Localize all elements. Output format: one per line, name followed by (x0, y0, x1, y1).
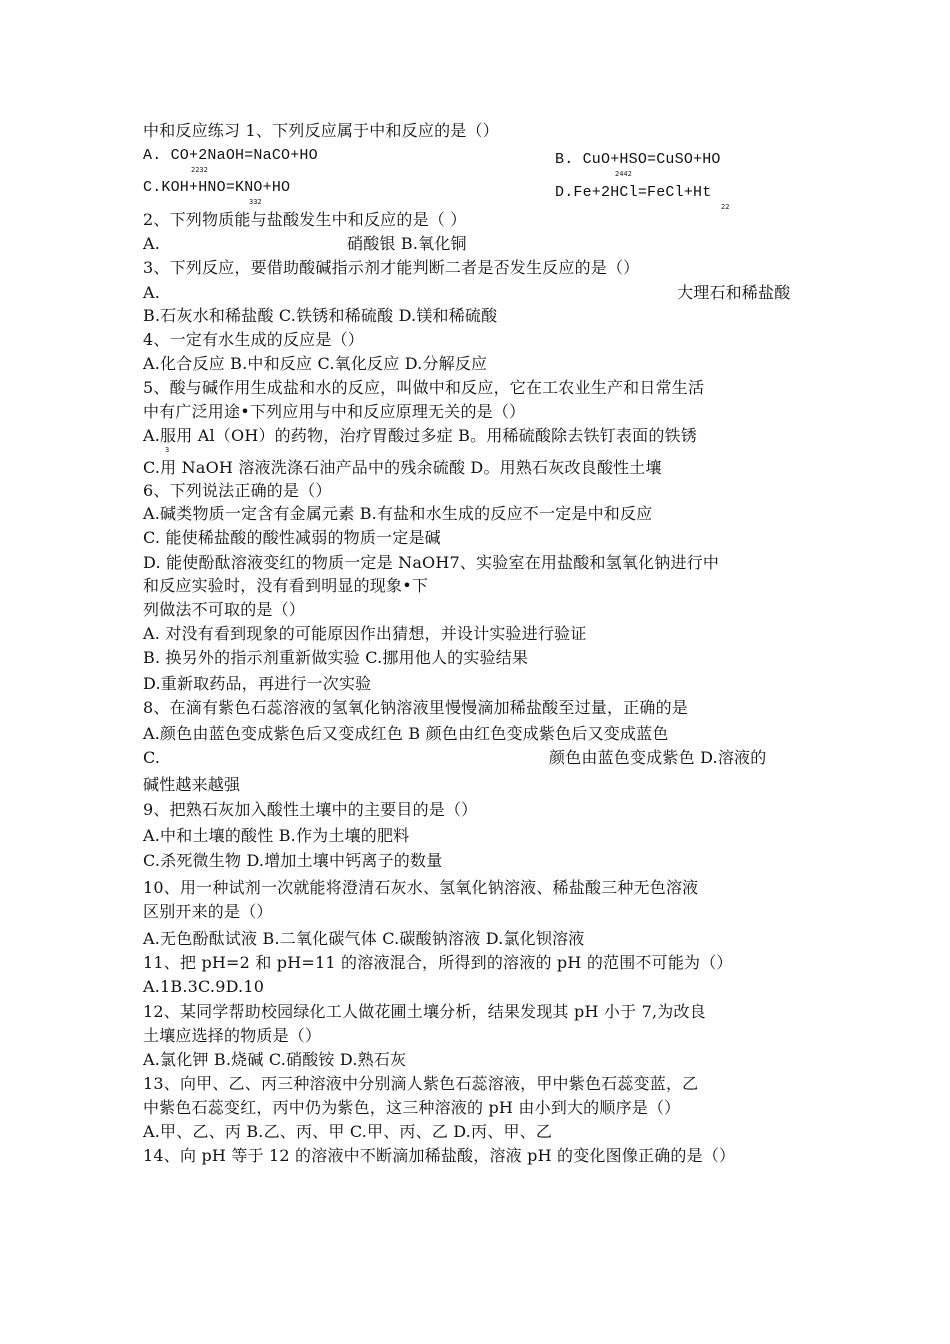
question-13: 13、向甲、乙、丙三种溶液中分别滴人紫色石蕊溶液，甲中紫色石蕊变蓝，乙 (143, 1074, 699, 1093)
options-line: A.氯化钾 B.烧碱 C.硝酸铵 D.熟石灰 (143, 1050, 407, 1069)
question-8: 8、在滴有紫色石蕊溶液的氢氧化钠溶液里慢慢滴加稀盐酸至过量，正确的是 (143, 698, 688, 717)
option-a-equation: A. CO+2NaOH=NaCO+HO (143, 147, 318, 164)
option-label: A. (143, 234, 161, 253)
question-5: 5、酸与碱作用生成盐和水的反应，叫做中和反应，它在工农业生产和日常生活 (143, 378, 705, 397)
options-line: B. 换另外的指示剂重新做实验 C.挪用他人的实验结果 (143, 648, 529, 667)
text-line: 土壤应选择的物质是（） (143, 1026, 322, 1045)
options-line: A.服用 Al（OH）的药物，治疗胃酸过多症 B。用稀硫酸除去铁钉表面的铁锈 (143, 426, 697, 445)
option-text: 大理石和稀盐酸 (677, 283, 791, 302)
question-4: 4、一定有水生成的反应是（） (143, 330, 364, 349)
options-line: C.用 NaOH 溶液洗涤石油产品中的残余硫酸 D。用熟石灰改良酸性土壤 (143, 458, 662, 477)
text-line: 中有广泛用途•下列应用与中和反应原理无关的是（） (143, 402, 526, 421)
option-b-equation: B. CuO+HSO=CuSO+HO (555, 151, 721, 168)
options-line: A. 对没有看到现象的可能原因作出猜想，并设计实验进行验证 (143, 624, 587, 643)
options-line: B.石灰水和稀盐酸 C.铁锈和稀硫酸 D.镁和稀硫酸 (143, 306, 498, 325)
option-c-equation: C.KOH+HNO=KNO+HO (143, 179, 291, 196)
question-11: 11、把 pH=2 和 pH=11 的溶液混合，所得到的溶液的 pH 的范围不可能为（） (143, 953, 733, 972)
question-12: 12、某同学帮助校园绿化工人做花圃土壤分析，结果发现其 pH 小于 7,为改良 (143, 1002, 706, 1021)
options-line: A.碱类物质一定含有金属元素 B.有盐和水生成的反应不一定是中和反应 (143, 504, 653, 523)
subscript-note: 3 (165, 446, 170, 454)
text-line: 中紫色石蕊变红，丙中仍为紫色，这三种溶液的 pH 由小到大的顺序是（） (143, 1098, 681, 1117)
subscript-note: 22 (721, 203, 730, 211)
question-3: 3、下列反应，要借助酸碱指示剂才能判断二者是否发生反应的是（） (143, 258, 640, 277)
option-text: 硝酸银 B.氧化铜 (347, 234, 467, 253)
options-line: A.中和土壤的酸性 B.作为土壤的肥料 (143, 826, 410, 845)
option-label: C. (143, 748, 161, 767)
option-text: 颜色由蓝色变成紫色 D.溶液的 (549, 748, 767, 767)
subscript-note: 2442 (615, 170, 632, 178)
option-label: A. (143, 283, 161, 302)
text-line: 碱性越来越强 (143, 775, 241, 794)
options-line: C.杀死微生物 D.增加土壤中钙离子的数量 (143, 851, 443, 870)
options-line: D.重新取药品，再进行一次实验 (143, 674, 372, 693)
text-line: 列做法不可取的是（） (143, 600, 306, 619)
question-14: 14、向 pH 等于 12 的溶液中不断滴加稀盐酸，溶液 pH 的变化图像正确的是（） (143, 1146, 736, 1165)
options-line: C. 能使稀盐酸的酸性减弱的物质一定是碱 (143, 528, 441, 547)
subscript-note: 2232 (191, 166, 208, 174)
option-d-equation: D.Fe+2HCl=FeCl+Ht (555, 184, 712, 201)
options-line: A.1B.3C.9D.10 (143, 977, 265, 996)
text-line: 和反应实验时，没有看到明显的现象•下 (143, 576, 429, 595)
options-line: A.颜色由蓝色变成紫色后又变成红色 B 颜色由红色变成紫色后又变成蓝色 (143, 724, 669, 743)
options-line: A.无色酚酞试液 B.二氧化碳气体 C.碳酸钠溶液 D.氯化钡溶液 (143, 929, 585, 948)
question-9: 9、把熟石灰加入酸性土壤中的主要目的是（） (143, 800, 478, 819)
question-10: 10、用一种试剂一次就能将澄清石灰水、氢氧化钠溶液、稀盐酸三种无色溶液 (143, 878, 699, 897)
text-line: 中和反应练习 1、下列反应属于中和反应的是（） (143, 121, 499, 140)
options-line: A.化合反应 B.中和反应 C.氧化反应 D.分解反应 (143, 354, 488, 373)
text-line: 区别开来的是（） (143, 902, 273, 921)
subscript-note: 332 (249, 198, 262, 206)
question-6: 6、下列说法正确的是（） (143, 481, 332, 500)
options-line: A.甲、乙、丙 B.乙、丙、甲 C.甲、丙、乙 D.丙、甲、乙 (143, 1122, 553, 1141)
question-2: 2、下列物质能与盐酸发生中和反应的是（ ） (143, 210, 467, 229)
options-line: D. 能使酚酞溶液变红的物质一定是 NaOH7、实验室在用盐酸和氢氧化钠进行中 (143, 553, 720, 572)
